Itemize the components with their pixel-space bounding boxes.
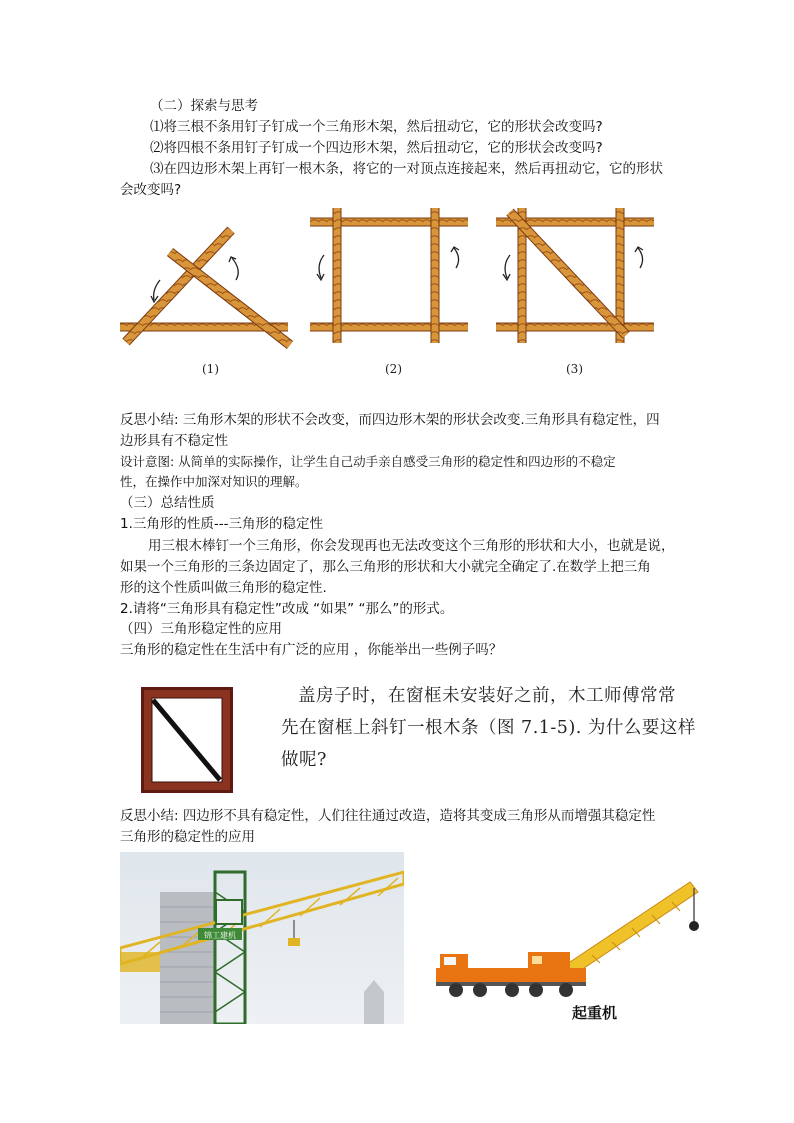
square-frame [310,208,468,343]
window-question-line3: 做呢? [281,750,327,770]
figure-caption-2: (2) [385,362,402,376]
property-item-2: 2.请将“三角形具有稳定性”改成 “如果” “那么”的形式。 [120,601,454,617]
triangle-frame [120,230,290,345]
crane-sign-text: 锦工建机 [204,931,236,940]
tower-crane-photo [120,852,404,1024]
application-intro: 三角形的稳定性在生活中有广泛的应用 ，你能举出一些例子吗？ [120,642,503,658]
property-item-1: 1.三角形的性质---三角形的稳定性 [120,516,323,532]
window-frame-image [141,687,233,793]
figure-caption-1: (1) [202,362,219,376]
question-1: ⑴将三根不条用钉子钉成一个三角形木架，然后扭动它，它的形状会改变吗? [150,119,603,135]
window-question-line1: 盖房子时，在窗框未安装好之前，木工师傅常常 [298,686,676,706]
section-heading-summary: （三）总结性质 [120,495,215,511]
mobile-crane-image [432,876,704,1004]
reflection-2-line1: 反思小结: 四边形不具有稳定性，人们往往通过改造，造将其变成三角形从而增强其稳定性 [120,808,656,824]
property-paragraph-line3: 形的这个性质叫做三角形的稳定性. [120,580,327,596]
question-3-line2: 会改变吗? [120,182,182,198]
section-heading-application: （四）三角形稳定性的应用 [120,621,282,637]
window-question-line2: 先在窗框上斜钉一根木条（图 7.1-5). 为什么要这样 [281,718,696,738]
design-intent-line2: 性，在操作中加深对知识的理解。 [120,474,308,489]
mobile-crane-caption: 起重机 [572,1004,618,1022]
property-paragraph-line1: 用三根木棒钉一个三角形，你会发现再也无法改变这个三角形的形状和大小，也就是说， [148,538,675,554]
reflection-1-line1: 反思小结: 三角形木架的形状不会改变，而四边形木架的形状会改变.三角形具有稳定性，四 [120,412,660,428]
question-3-line1: ⑶在四边形木架上再钉一根木条，将它的一对顶点连接起来，然后再扭动它，它的形状 [150,161,663,177]
braced-square-frame [496,208,654,343]
reflection-2-line2: 三角形的稳定性的应用 [120,829,255,845]
question-2: ⑵将四根不条用钉子钉成一个四边形木架，然后扭动它，它的形状会改变吗? [150,140,603,156]
section-heading-explore: （二）探索与思考 [150,98,258,114]
design-intent-line1: 设计意图: 从简单的实际操作，让学生自己动手亲自感受三角形的稳定性和四边形的不稳定 [120,454,616,469]
property-paragraph-line2: 如果一个三角形的三条边固定了，那么三角形的形状和大小就完全确定了.在数学上把三角 [120,559,651,575]
reflection-1-line2: 边形具有不稳定性 [120,433,228,449]
figure-caption-3: (3) [566,362,583,376]
